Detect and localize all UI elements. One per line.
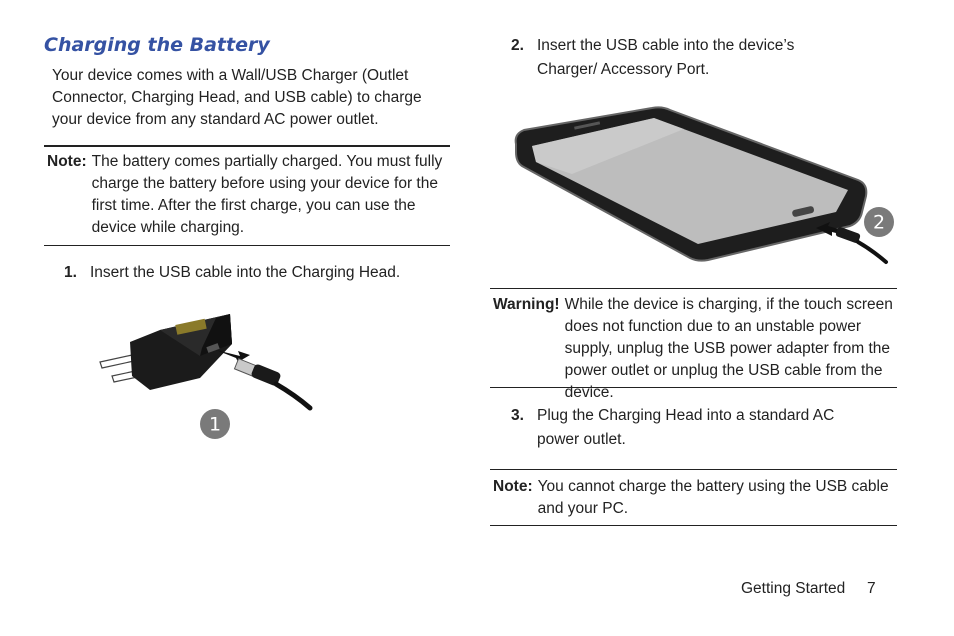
- figure-marker-one: [199, 408, 231, 440]
- footer-section-name: Getting Started: [741, 580, 846, 597]
- step-number: 2.: [511, 37, 524, 54]
- figure-marker-label: 2: [872, 211, 886, 234]
- note-box: [47, 151, 449, 239]
- note-box-2: [493, 476, 895, 520]
- step-text: Insert the USB cable into the device’s Charger/ Accessory Port.: [537, 37, 795, 78]
- note-text: You cannot charge the battery using the USB cable and your PC.: [537, 478, 889, 517]
- step-3: [511, 404, 871, 452]
- step-number: 1.: [64, 264, 77, 281]
- tablet-illustration: [512, 104, 892, 274]
- divider: [44, 245, 450, 246]
- note-label: Note:: [493, 478, 533, 495]
- warning-text: While the device is charging, if the touch screen does not function due to an unstable power supply, unplug the USB power adapter from the power outlet or unplug the USB cable from the device.: [564, 296, 893, 401]
- step-2: [511, 34, 851, 82]
- warning-label: Warning!: [493, 296, 560, 313]
- step-1: [64, 262, 444, 284]
- divider: [490, 525, 897, 526]
- figure-marker-label: 1: [208, 413, 222, 436]
- step-text: Plug the Charging Head into a standard AC power outlet.: [537, 407, 835, 448]
- page-number: 7: [867, 580, 876, 597]
- note-text: The battery comes partially charged. You must fully charge the battery before using your device for the first time. After the first charge, you can use the device while charging.: [91, 153, 443, 236]
- divider: [44, 145, 450, 147]
- figure-marker-two: [863, 206, 895, 238]
- step-number: 3.: [511, 407, 524, 424]
- note-label: Note:: [47, 153, 87, 170]
- section-title: Charging the Battery: [44, 34, 270, 56]
- divider: [490, 387, 897, 388]
- step-text: Insert the USB cable into the Charging Head.: [90, 264, 401, 281]
- divider: [490, 288, 897, 289]
- divider: [490, 469, 897, 470]
- intro-paragraph: Your device comes with a Wall/USB Charger (Outlet Connector, Charging Head, and USB cable) to charge your device from any standard AC power outlet.: [52, 67, 422, 128]
